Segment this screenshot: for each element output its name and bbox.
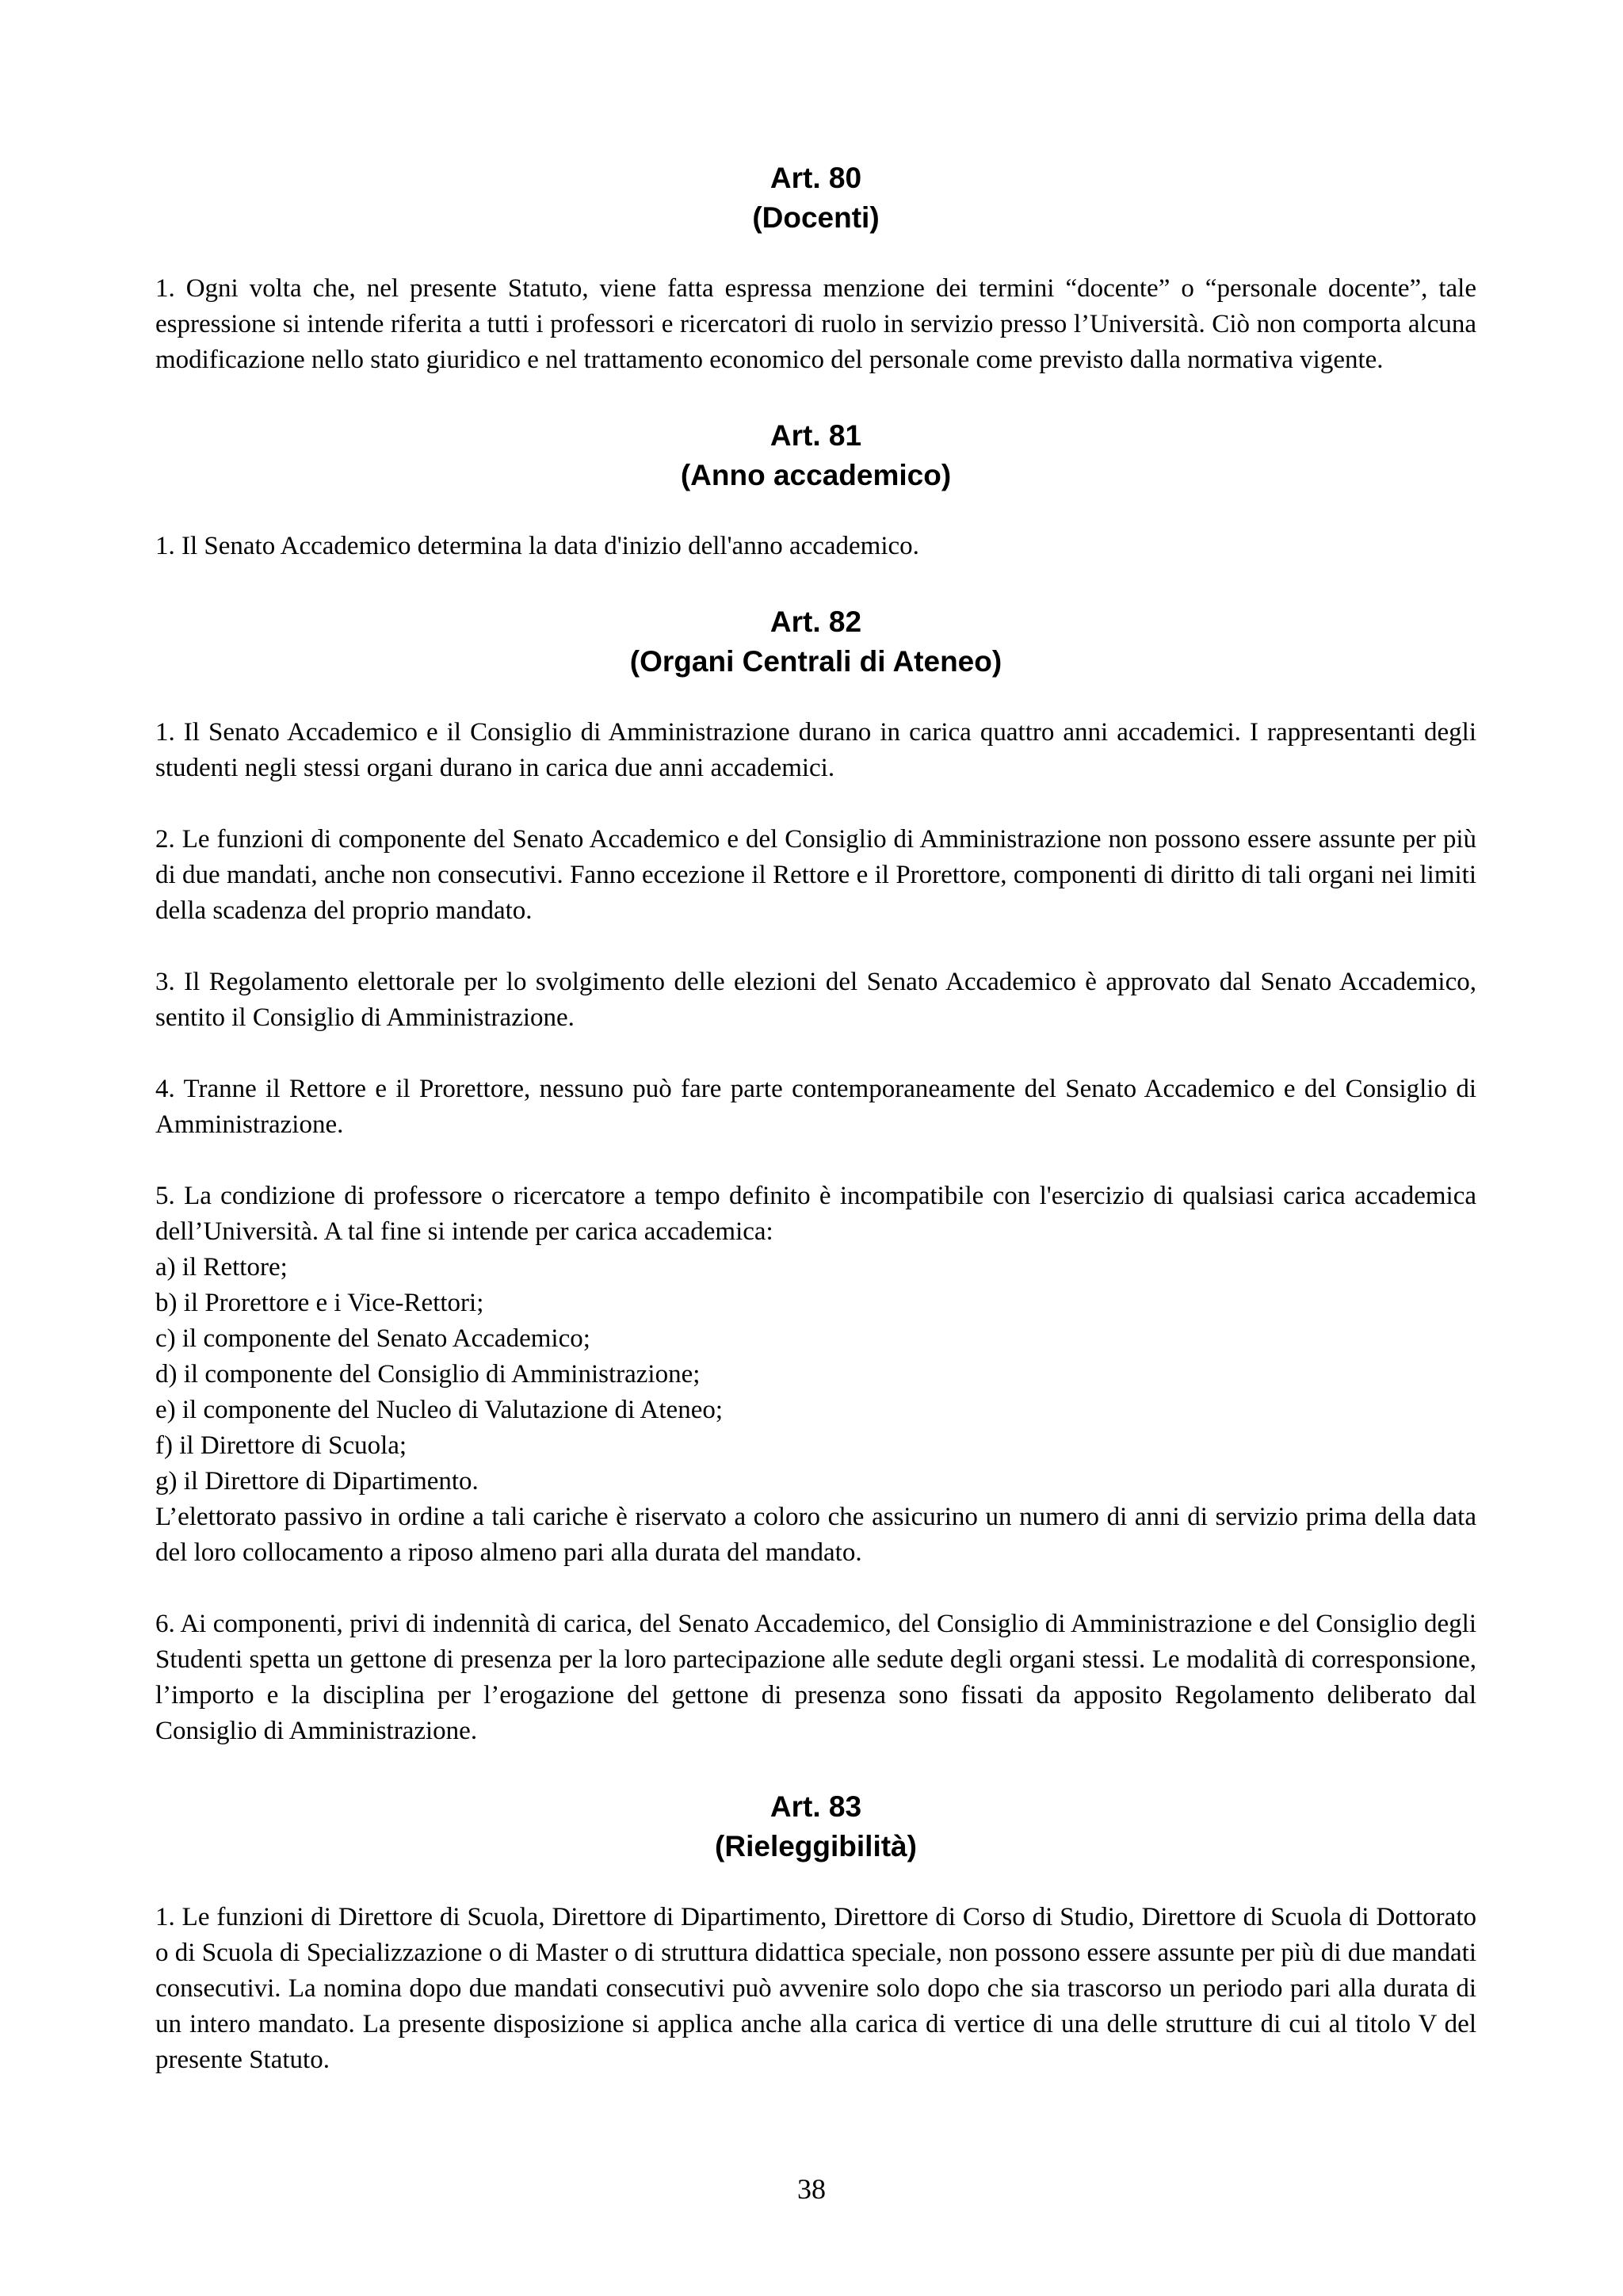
paragraph-intro: 5. La condizione di professore o ricercatore a tempo definito è incompatibile con l'esercizio di qualsiasi carica accademica dell’Università. A tal fine si intende per carica accademica: [155, 1182, 1476, 1246]
article-title: (Anno accademico) [680, 459, 952, 491]
article-number: Art. 81 [769, 419, 862, 452]
article-title: (Organi Centrali di Ateneo) [629, 645, 1002, 678]
list-item: b) il Prorettore e i Vice-Rettori; [155, 1289, 484, 1317]
article-83 [155, 1787, 1476, 2078]
paragraph: 1. Il Senato Accademico e il Consiglio di Amministrazione durano in carica quattro anni accademici. I rappresentanti degli studenti negli stessi organi durano in carica due anni accademici. [155, 718, 1476, 782]
paragraph: 1. Le funzioni di Direttore di Scuola, Direttore di Dipartimento, Direttore di Corso di Studio, Direttore di Scuola di Dottorato o di Scuola di Specializzazione o di Master o di struttura didattica speciale, non possono essere assunte per più di due mandati consecutivi. La nomina dopo due mandati consecutivi può avvenire solo dopo che sia trascorso un periodo pari alla durata di un intero mandato. La presente disposizione si applica anche alla carica di vertice di una delle strutture di cui al titolo V del presente Statuto. [155, 1903, 1476, 2074]
paragraph: 3. Il Regolamento elettorale per lo svolgimento delle elezioni del Senato Accademico è approvato dal Senato Accademico, sentito il Consiglio di Amministrazione. [155, 968, 1476, 1032]
article-heading [155, 159, 1476, 238]
list-item: f) il Direttore di Scuola; [155, 1431, 407, 1460]
article-82 [155, 602, 1476, 1749]
article-number: Art. 82 [769, 606, 862, 638]
paragraph: 1. Ogni volta che, nel presente Statuto, viene fatta espressa menzione dei termini “docente” o “personale docente”, tale espressione si intende riferita a tutti i professori e ricercatori di ruolo in servizio presso l’Università. Ciò non comporta alcuna modificazione nello stato giuridico e nel trattamento economico del personale come previsto dalla normativa vigente. [155, 274, 1476, 374]
article-heading [155, 416, 1476, 495]
list-item: e) il componente del Nucleo di Valutazione di Ateneo; [155, 1396, 724, 1424]
article-title: (Rieleggibilità) [715, 1830, 917, 1862]
article-81 [155, 416, 1476, 564]
article-heading [155, 1787, 1476, 1866]
page-number: 38 [797, 2173, 826, 2205]
article-number: Art. 80 [769, 162, 862, 194]
list-item: a) il Rettore; [155, 1253, 288, 1282]
list-item: c) il componente del Senato Accademico; [155, 1324, 590, 1353]
paragraph: 4. Tranne il Rettore e il Prorettore, nessuno può fare parte contemporaneamente del Senato Accademico e del Consiglio di Amministrazione. [155, 1075, 1476, 1139]
list-item: d) il componente del Consiglio di Amministrazione; [155, 1360, 701, 1389]
paragraph: 6. Ai componenti, privi di indennità di carica, del Senato Accademico, del Consiglio di Amministrazione e del Consiglio degli Studenti spetta un gettone di presenza per la loro partecipazione alle sedute degli organi stessi. Le modalità di corresponsione, l’importo e la disciplina per l’erogazione del gettone di presenza sono fissati da apposito Regolamento deliberato dal Consiglio di Amministrazione. [155, 1610, 1476, 1745]
list-item: g) il Direttore di Dipartimento. [155, 1467, 479, 1496]
article-80 [155, 159, 1476, 378]
paragraph-outro: L’elettorato passivo in ordine a tali cariche è riservato a coloro che assicurino un numero di anni di servizio prima della data del loro collocamento a riposo almeno pari alla durata del mandato. [155, 1503, 1476, 1567]
article-heading [155, 602, 1476, 682]
paragraph-5 [155, 1179, 1476, 1571]
article-number: Art. 83 [769, 1790, 862, 1823]
paragraph: 1. Il Senato Accademico determina la data d'inizio dell'anno accademico. [155, 532, 919, 560]
article-title: (Docenti) [752, 201, 880, 234]
document-page [155, 159, 1476, 2114]
paragraph: 2. Le funzioni di componente del Senato Accademico e del Consiglio di Amministrazione non possono essere assunte per più di due mandati, anche non consecutivi. Fanno eccezione il Rettore e il Prorettore, componenti di diritto di tali organi nei limiti della scadenza del proprio mandato. [155, 825, 1476, 925]
